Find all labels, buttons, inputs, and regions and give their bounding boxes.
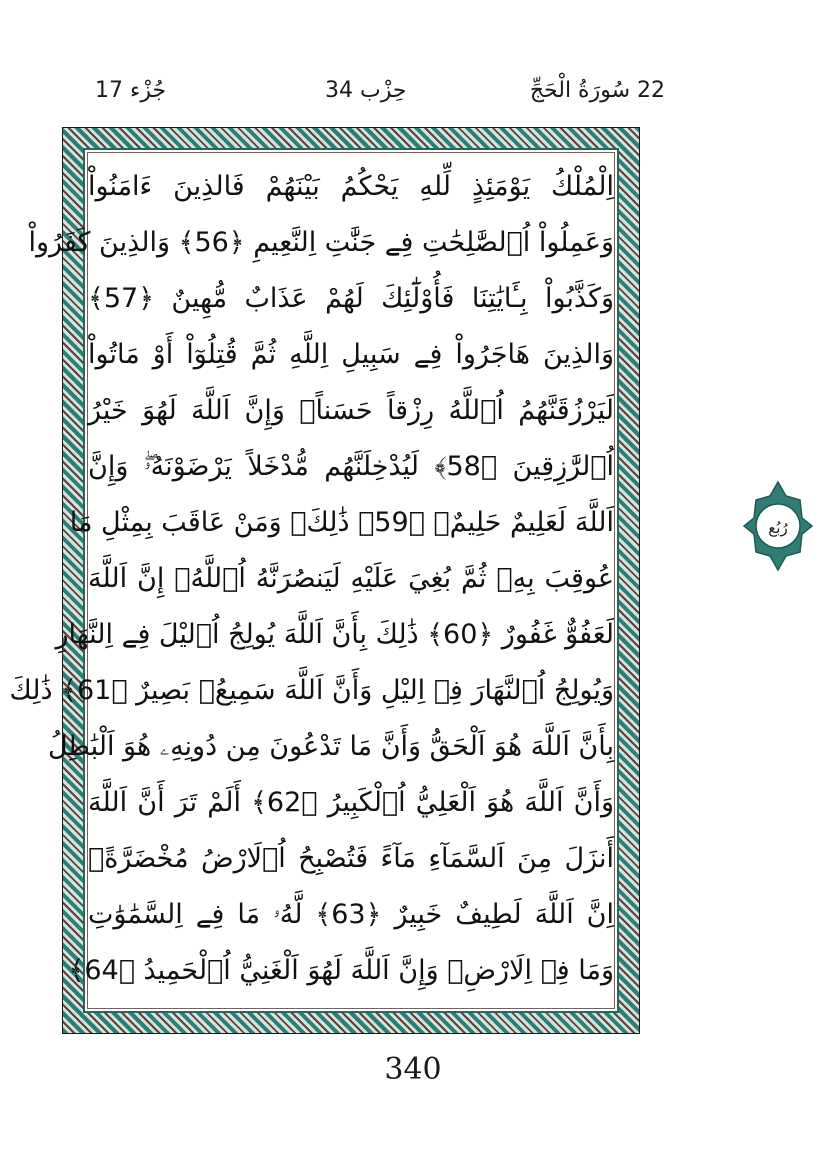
rub-marker-icon	[740, 478, 816, 574]
verse-line-14: اِنَّ اَللَّهَ لَطِيفٌ خَبِيرٌ ﴿63﴾ لَّهُۥ مَا فِے اِلسَّمَٰوَٰتِ	[88, 899, 614, 930]
hizb-label: حِزْب 34	[325, 78, 407, 103]
verse-line-12: وَأَنَّ اَللَّهَ هُوَ اَلْعَلِيُّ اُ۬لْكَبِيرُ ﴿62﴾ أَلَمْ تَرَ أَنَّ اَللَّهَ	[88, 787, 615, 818]
juz-label: جُزْء 17	[95, 78, 167, 103]
quran-text	[9, 157, 615, 998]
verse-line-10: وَيُولِجُ اُ۬لنَّهَارَ فِے اِليْلِ وَأَنَّ اَللَّهَ سَمِيعُۢ بَصِيرٌ ﴿61﴾ ذَٰلِكَ	[9, 675, 614, 706]
surah-title: 22 سُورَةُ الْحَجِّ	[529, 78, 665, 103]
page-number: 340	[384, 1052, 442, 1087]
verse-line-15: وَمَا فِے اِلَارْضِۖ وَإِنَّ اَللَّهَ لَهُوَ اَلْغَنِيُّ اُ۬لْحَمِيدُ ﴿64﴾	[68, 955, 614, 986]
rub-marker-label: رُبُع	[768, 519, 788, 537]
verse-line-5: لَيَرْزُقَنَّهُمُ اُ۬للَّهُ رِزْقاً حَسَناًۖ وَإِنَّ اَللَّهَ لَهُوَ خَيْرُ	[88, 395, 614, 426]
verse-line-9: لَعَفُوٌّ غَفُورٌ ﴿60﴾ ذَٰلِكَ بِأَنَّ اَللَّهَ يُولِجُ اُ۬ليْلَ فِے اِلنَّهَارِ	[55, 619, 614, 650]
verse-line-4: وَالذِينَ هَاجَرُواْ فِے سَبِيلِ اِللَّهِ ثُمَّ قُتِلُوٓاْ أَوْ مَاتُواْ	[88, 339, 614, 370]
verse-line-3: وَكَذَّبُواْ بِـَٔايَٰتِنَا فَأُوْلَٰٓئِكَ لَهُمْ عَذَابٌ مُّهِينٌ ﴿57﴾	[88, 283, 614, 314]
page-header	[95, 78, 665, 118]
verse-line-8: عُوقِبَ بِهِۦ ثُمَّ بُغِيَ عَلَيْهِ لَيَنصُرَنَّهُ اُ۬للَّهُۖ إِنَّ اَللَّهَ	[88, 563, 614, 594]
verse-line-11: بِأَنَّ اَللَّهَ هُوَ اَلْحَقُّ وَأَنَّ مَا تَدْعُونَ مِن دُونِهِۦ هُوَ اَلْبَٰطِلُ	[47, 731, 614, 762]
verse-line-13: أَنزَلَ مِنَ اَلسَّمَآءِ مَآءً فَتُصْبِحُ اُ۬لَارْضُ مُخْضَرَّةًۖ	[88, 843, 614, 874]
verse-line-1: اِلْمُلْكُ يَوْمَئِذٍ لِّلهِ يَحْكُمُ بَيْنَهُمْ فَالذِينَ ءَامَنُواْ	[88, 171, 614, 202]
verse-line-2: وَعَمِلُواْ اُ۬لصَّٰلِحَٰتِ فِے جَنَّٰتِ اِلنَّعِيمِ ﴿56﴾ وَالذِينَ كَفَرُواْ	[28, 227, 614, 258]
verse-line-7: اَللَّهَ لَعَلِيمٌ حَلِيمٌۖ ﴿59﴾ ذَٰلِكَۖ وَمَنْ عَاقَبَ بِمِثْلِ مَا	[69, 507, 614, 538]
verse-line-6: اُ۬لرَّٰزِقِينَ ﴿58﴾ لَيُدْخِلَنَّهُم مُّدْخَلاً يَرْضَوْنَهُۥۖ وَإِنَّ	[88, 451, 615, 482]
